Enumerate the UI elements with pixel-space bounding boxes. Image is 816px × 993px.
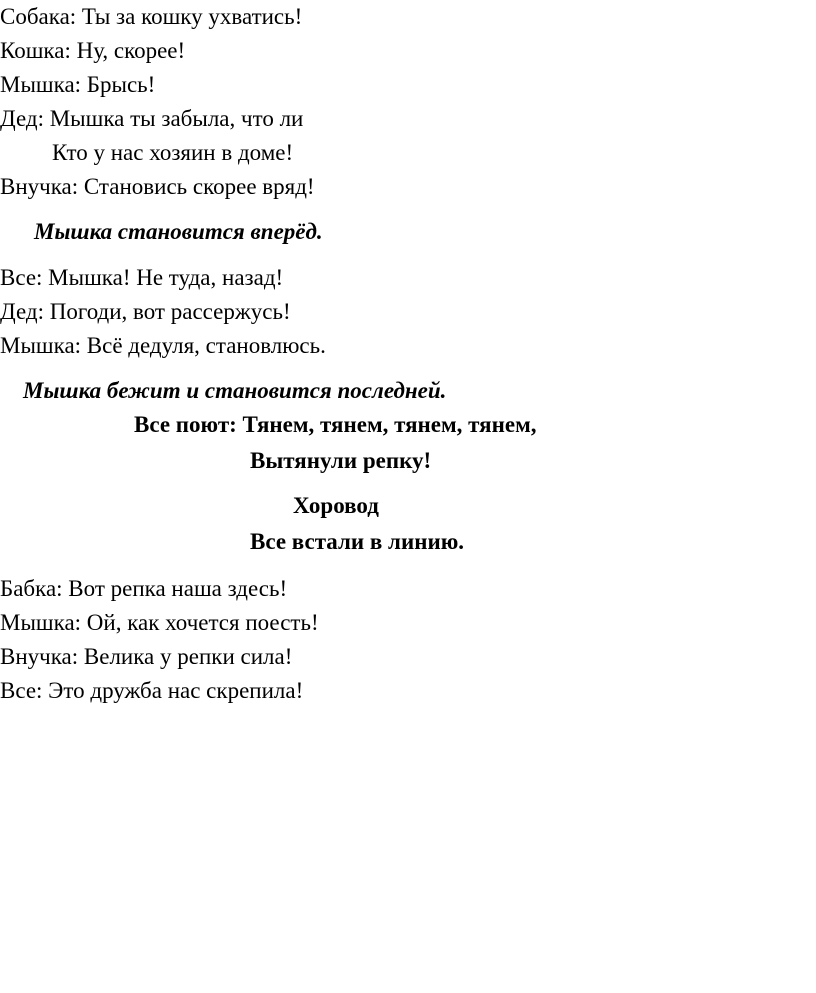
dialogue-line: Внучка: Становись скорее вряд! [0, 174, 315, 199]
dialogue-line: Все: Это дружба нас скрепила! [0, 678, 304, 703]
dialogue-line: Дед: Мышка ты забыла, что ли [0, 106, 304, 131]
dialogue-line: Мышка: Ой, как хочется поесть! [0, 610, 319, 635]
dialogue-line: Дед: Погоди, вот рассержусь! [0, 299, 291, 324]
dialogue-line: Кошка: Ну, скорее! [0, 38, 186, 63]
dialogue-line: Все: Мышка! Не туда, назад! [0, 265, 284, 290]
stage-direction: Мышка бежит и становится последней. [23, 378, 447, 403]
song-line: Все поют: Тянем, тянем, тянем, тянем, [134, 412, 537, 437]
dialogue-line: Бабка: Вот репка наша здесь! [0, 576, 288, 601]
stage-direction: Мышка становится вперёд. [34, 219, 323, 244]
song-line: Вытянули репку! [250, 448, 432, 473]
dialogue-line-continuation: Кто у нас хозяин в доме! [52, 140, 294, 165]
dialogue-line: Мышка: Всё дедуля, становлюсь. [0, 333, 326, 358]
dialogue-line: Внучка: Велика у репки сила! [0, 644, 293, 669]
dialogue-line: Мышка: Брысь! [0, 72, 156, 97]
section-heading: Хоровод [293, 493, 379, 518]
section-note: Все встали в линию. [250, 529, 465, 554]
dialogue-line: Собака: Ты за кошку ухватись! [0, 4, 303, 29]
